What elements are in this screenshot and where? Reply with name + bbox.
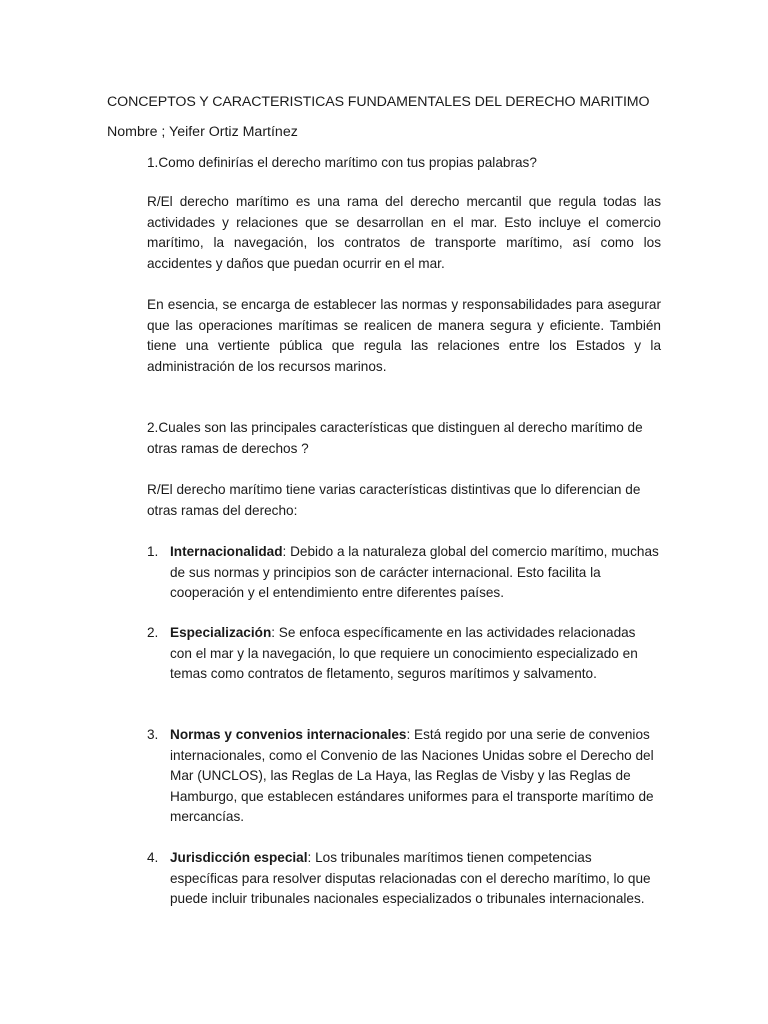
characteristics-list-item-4 (147, 848, 661, 910)
list-item-number: 2. (147, 625, 159, 640)
list-item (147, 725, 661, 828)
answer-1-paragraph-1: R/El derecho marítimo es una rama del derecho mercantil que regula todas las actividades y relaciones que se desarrollan en el mar. Esto incluye el comercio marítimo, la navegación, los contratos de transporte marítimo, así como los accidentes y daños que puedan ocurrir en el mar. (147, 194, 661, 271)
list-item-term: Internacionalidad (170, 544, 283, 559)
list-item-term: Jurisdicción especial (170, 850, 308, 865)
characteristics-list-item-3 (147, 725, 661, 828)
characteristics-list-item-1 (147, 542, 661, 604)
list-item-term: Especialización (170, 625, 272, 640)
list-item (147, 542, 661, 604)
answer-2-intro: R/El derecho marítimo tiene varias características distintivas que lo diferencian de otras ramas del derecho: (147, 482, 641, 518)
student-name: Nombre ; Yeifer Ortiz Martínez (107, 124, 298, 140)
characteristics-list-item-2 (147, 623, 661, 685)
list-item (147, 623, 661, 685)
question-2: 2.Cuales son las principales características que distinguen al derecho marítimo de otras ramas de derechos ? (147, 420, 643, 456)
list-item-number: 3. (147, 727, 159, 742)
list-item (147, 848, 661, 910)
list-item-term: Normas y convenios internacionales (170, 727, 407, 742)
list-item-number: 1. (147, 544, 159, 559)
document-title: CONCEPTOS Y CARACTERISTICAS FUNDAMENTALES DEL DERECHO MARITIMO (107, 94, 650, 110)
answer-1-paragraph-2: En esencia, se encarga de establecer las normas y responsabilidades para asegurar que las operaciones marítimas se realicen de manera segura y eficiente. También tiene una vertiente pública que regula las relaciones entre los Estados y la administración de los recursos marinos. (147, 297, 661, 374)
list-item-text: : Los tribunales marítimos tienen competencias específicas para resolver disputas relacionadas con el derecho marítimo, lo que puede incluir tribunales nacionales especializados o tribunales internacionales. (170, 850, 651, 907)
question-1: 1.Como definirías el derecho marítimo con tus propias palabras? (147, 155, 537, 170)
list-item-text: : Se enfoca específicamente en las actividades relacionadas con el mar y la navegación, lo que requiere un conocimiento especializado en temas como contratos de fletamento, seguros marítimos y salvamento. (170, 625, 638, 682)
list-item-text: : Debido a la naturaleza global del comercio marítimo, muchas de sus normas y principios son de carácter internacional. Esto facilita la cooperación y el entendimiento entre diferentes países. (170, 544, 659, 601)
list-item-text: : Está regido por una serie de convenios internacionales, como el Convenio de las Naciones Unidas sobre el Derecho del Mar (UNCLOS), las Reglas de La Haya, las Reglas de Visby y las Reglas de Hamburgo, que establecen estándares uniformes para el transporte marítimo de mercancías. (170, 727, 654, 825)
list-item-number: 4. (147, 850, 159, 865)
